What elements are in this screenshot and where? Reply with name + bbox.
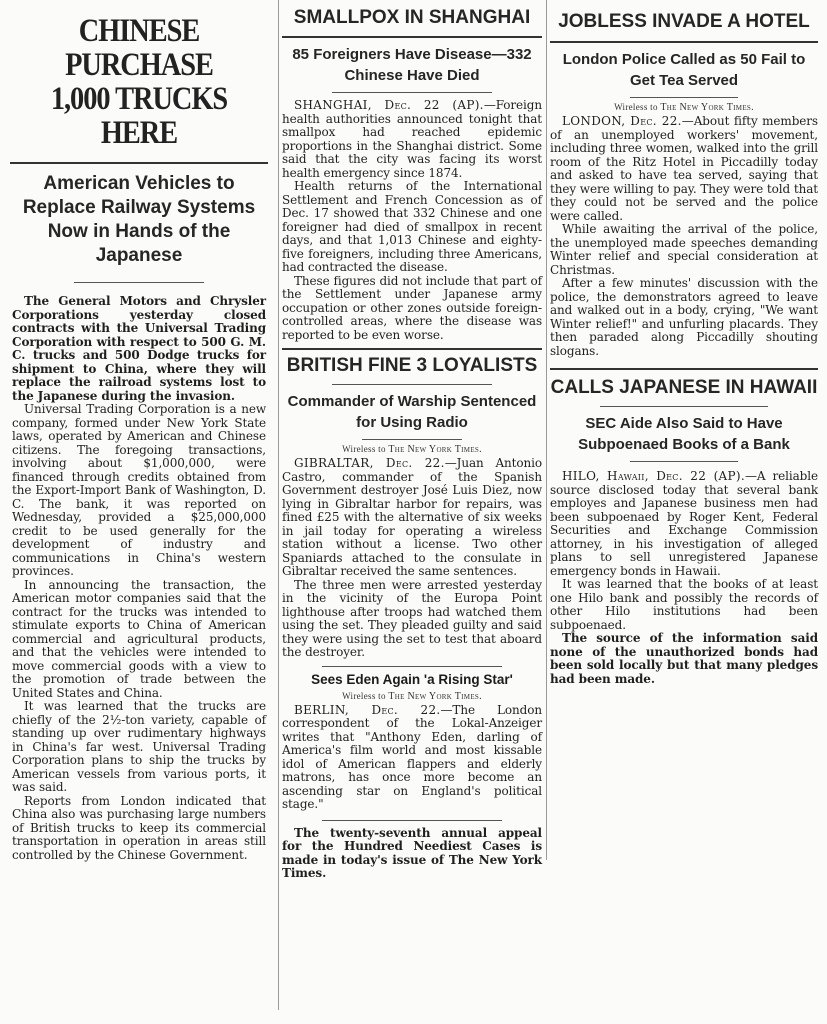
jobless-headline: JOBLESS INVADE A HOTEL <box>558 11 810 32</box>
jobless-paragraph: After a few minutes' discussion with the police, the demonstrators agreed to leave and walked out in a body, crying, "We want Winter relief!" and unfurling placards. They then paraded along Piccadilly shouting slogans. <box>550 276 818 358</box>
divider <box>10 162 268 164</box>
jobless-paragraph <box>550 115 818 223</box>
byline-prefix: Wireless to <box>342 690 386 701</box>
byline-paper: The New York Times. <box>388 690 482 702</box>
trucks-paragraph: Reports from London indicated that China also was purchasing large numbers of British trucks to keep its commercial transportation in operation in areas still controlled by the Chinese Government. <box>12 793 266 862</box>
divider <box>630 461 738 462</box>
hawaii-paragraph: It was learned that the books of at least one Hilo bank and possibly the records of other Hilo institutions had been subpoenaed. <box>550 577 818 632</box>
trucks-paragraph: In announcing the transaction, the American motor companies said that the contract for the trucks was intended to stimulate exports to China of American commercial and agricultural products, and that the vehicles were intended to move commercial goods with a view to the promotion of trade between the United States and China. <box>12 577 266 700</box>
british-paragraph <box>282 457 542 579</box>
british-lead: —Juan Antonio Castro, commander of the Spanish Government destroyer José Luis Diez, now lying in Gibraltar harbor for repairs, was fined £25 with the alternative of six weeks in jail today for operating a wireless station without a license. Two other Spaniards attached to the consulate in Gibraltar received the same sentences. <box>282 456 542 578</box>
jobless-byline <box>550 102 818 113</box>
smallpox-dateline: SHANGHAI, Dec. 22 (AP). <box>294 98 484 112</box>
article-hawaii <box>550 376 818 686</box>
jobless-dateline: LONDON, Dec. 22. <box>562 114 682 128</box>
divider <box>600 406 768 407</box>
divider <box>322 820 502 821</box>
trucks-headline-line2: 1,000 TRUCKS HERE <box>50 81 228 151</box>
trucks-headline <box>23 14 255 150</box>
divider <box>322 666 502 667</box>
jobless-lead: —About fifty members of an unemployed workers' movement, including three women, walked into the grill room of the Ritz Hotel in Piccadilly today and asked to have tea served, saying that they were willing to pay. They were told that they could not be served and the police were called. <box>550 114 818 223</box>
trucks-deck: American Vehicles to Replace Railway Systems Now in Hands of the Japanese <box>22 173 256 266</box>
trucks-headline-line1: CHINESE PURCHASE <box>65 13 213 83</box>
trucks-paragraph: Universal Trading Corporation is a new company, formed under New York State laws, operated by American and Chinese citizens. The foregoing transactions, involving about $1,000,000, were financed through credits obtained from the Export-Import Bank of Washington, D. C. The bank, it was reported on Wednesday, provided a $25,000,000 credit to be used generally for the development of industry and communications in China's western provinces. <box>12 402 266 578</box>
british-paragraph: The three men were arrested yesterday in the vicinity of the Europa Point lighthouse after troops had watched them using the set. They pleaded guilty and said they were using the set to test that aboard the destroyer. <box>282 577 542 659</box>
neediest-paragraph: The twenty-seventh annual appeal for the Hundred Neediest Cases is made in today's issue of The New York Times. <box>282 825 542 880</box>
eden-headline: Sees Eden Again 'a Rising Star' <box>311 671 513 687</box>
column-right <box>550 0 818 686</box>
trucks-paragraph: It was learned that the trucks are chiefly of the 2½-ton variety, capable of standing up over rudimentary highways in China's far west. Universal Trading Corporation plans to ship the trucks by American vessels from various ports, it was said. <box>12 699 266 794</box>
column-middle <box>282 0 542 881</box>
eden-text: —The London correspondent of the Lokal-Anzeiger writes that "Anthony Eden, darling of America's film world and most kissable idol of American flappers and elderly matrons, has once more become an ascending star on England's political stage." <box>282 702 543 811</box>
british-byline <box>282 444 542 455</box>
jobless-paragraph: While awaiting the arrival of the police, the unemployed made speeches demanding Winter relief and special consideration at Christmas. <box>550 222 818 277</box>
byline-paper: The New York Times. <box>388 444 482 455</box>
jobless-deck: London Police Called as 50 Fail to Get Tea Served <box>562 51 806 89</box>
article-british <box>282 354 542 660</box>
eden-byline <box>282 691 542 702</box>
hawaii-dateline: HILO, Hawaii, Dec. 22 (AP). <box>562 469 745 483</box>
trucks-paragraph: The General Motors and Chrysler Corporations yesterday closed contracts with the Universal Trading Corporation with respect to 500 G. M. C. trucks and 500 Dodge trucks for shipment to China, where they will replace the railroad systems lost to the Japanese during the invasion. <box>12 294 266 403</box>
column-rule-right <box>546 0 547 860</box>
smallpox-paragraph: Health returns of the International Settlement and French Concession as of Dec. 17 showed that 332 Chinese and one foreigner had died of smallpox in recent days, and that 1,013 Chinese and eighty-five foreigners, including three Americans, had contracted the disease. <box>282 179 542 274</box>
smallpox-paragraph <box>282 99 542 180</box>
hawaii-headline: CALLS JAPANESE IN HAWAII <box>550 377 818 398</box>
byline-prefix: Wireless to <box>342 444 386 454</box>
eden-dateline: BERLIN, Dec. 22. <box>294 702 441 717</box>
divider <box>332 384 492 385</box>
hawaii-paragraph <box>550 470 818 578</box>
divider <box>332 92 492 93</box>
article-jobless <box>550 10 818 358</box>
divider <box>282 36 542 38</box>
smallpox-paragraph: These figures did not include that part of the Settlement under Japanese army occupation or other zones outside foreign-controlled areas, where the disease was reported to be even worse. <box>282 273 542 342</box>
hawaii-lead: —A reliable source disclosed today that several bank employes and Japanese business men had been subpoenaed by Roger Kent, Federal Securities and Exchange Commission attorney, in his investigation of alleged plans to sell unregistered Japanese emergency bonds in Hawaii. <box>550 469 818 578</box>
eden-paragraph <box>282 704 542 812</box>
british-headline: BRITISH FINE 3 LOYALISTS <box>286 355 538 376</box>
divider <box>282 348 542 350</box>
british-dateline: GIBRALTAR, Dec. 22. <box>294 456 445 470</box>
hawaii-deck: SEC Aide Also Said to Have Subpoenaed Books of a Bank <box>578 415 790 453</box>
divider <box>362 439 462 440</box>
article-neediest <box>282 827 542 881</box>
byline-paper: The New York Times. <box>660 102 754 113</box>
smallpox-headline: SMALLPOX IN SHANGHAI <box>293 7 531 28</box>
byline-prefix: Wireless to <box>614 102 658 112</box>
smallpox-deck: 85 Foreigners Have Disease—332 Chinese Have Died <box>292 46 532 84</box>
smallpox-lead: —Foreign health authorities announced tonight that smallpox had reached epidemic proportions in the Shanghai district. Some said that the city was facing its worst health emergency since 1874. <box>282 98 542 180</box>
article-trucks <box>4 0 274 862</box>
divider <box>550 41 818 43</box>
article-eden <box>282 671 542 812</box>
divider <box>630 97 738 98</box>
divider <box>74 282 204 283</box>
hawaii-paragraph: The source of the information said none of the unauthorized bonds had been sold locally but that many pledges had been made. <box>550 631 818 686</box>
article-smallpox <box>282 6 542 342</box>
divider <box>550 368 818 370</box>
column-rule-left <box>278 0 279 1010</box>
british-deck: Commander of Warship Sentenced for Using Radio <box>287 393 537 431</box>
